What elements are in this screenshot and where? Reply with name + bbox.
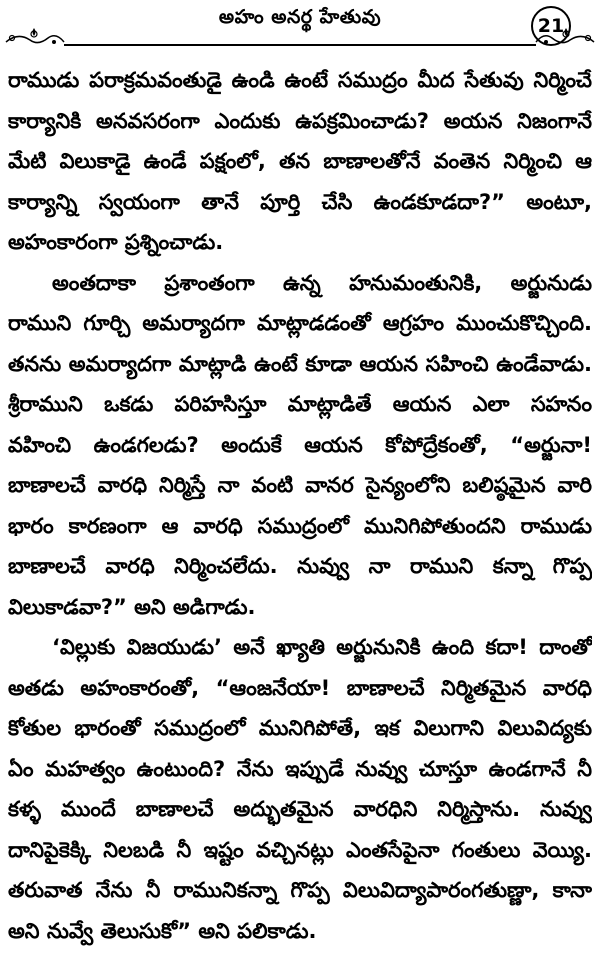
text-line: ఏం మహత్వం ఉంటుంది? నేను ఇప్పుడే నువ్వు చూస్తూ ఉండగానే నీ xyxy=(8,756,592,781)
text-line: ‘విల్లుకు విజయుడు’ అనే ఖ్యాతి అర్జునునికి ఉంది కదా! దాంతో xyxy=(52,635,592,659)
text-line: విలుకాడవా?” అని అడిగాడు. xyxy=(8,594,256,619)
page-header xyxy=(0,0,600,56)
text-line: తరువాత నేను నీ రామునికన్నా గొప్ప విలువిద్యాపారంగతుణ్ణా, కానా xyxy=(8,878,592,902)
paragraph xyxy=(8,60,592,263)
text-line: అతడు అహంకారంతో, “ఆంజనేయా! బాణాలచే నిర్మితమైన వారధి xyxy=(8,675,592,700)
text-line: అహంకారంగా ప్రశ్నించాడు. xyxy=(8,230,224,254)
paragraph xyxy=(8,263,592,628)
text-line: వహించి ఉండగలడు? అందుకే ఆయన కోపోద్రేకంతో, “అర్జునా! xyxy=(8,432,592,457)
text-line: బాణాలచే వారధి నిర్మిస్తే నా వంటి వానర సైన్యంలోని బలిష్ఠమైన వారి xyxy=(8,473,592,497)
text-line: శ్రీరాముని ఒకడు పరిహసిస్తూ మాట్లాడితే ఆయన ఎలా సహనం xyxy=(8,392,592,416)
page-number: 21 xyxy=(531,6,571,46)
text-line: రాముని గూర్చి అమర్యాదగా మాట్లాడడంతో ఆగ్రహం ముంచుకొచ్చింది. xyxy=(8,311,592,335)
text-line: కార్యాన్ని స్వయంగా తానే పూర్తి చేసి ఉండకూడదా?” అంటూ, xyxy=(8,189,592,214)
text-line: కార్యానికి అనవసరంగా ఎందుకు ఉపక్రమించాడు? అయన నిజంగానే xyxy=(8,108,592,133)
paragraph xyxy=(8,627,592,951)
text-line: అని నువ్వే తెలుసుకో” అని పలికాడు. xyxy=(8,918,317,943)
body-text xyxy=(8,60,592,951)
text-line: కోతుల భారంతో సముద్రంలో మునిగిపోతే, ఇక విలుగాని విలువిద్యకు xyxy=(8,716,592,740)
text-line: మేటి విలుకాడై ఉండే పక్షంలో, తన బాణాలతోనే వంతెన నిర్మించి ఆ xyxy=(8,149,592,173)
text-line: కళ్ళ ముందే బాణాలచే అద్భుతమైన వారధిని నిర్మిస్తాను. నువ్వు xyxy=(8,797,592,821)
text-line: దానిపైకెక్కి నిలబడి నీ ఇష్టం వచ్చినట్లు ఎంతసేపైనా గంతులు వెయ్యి. xyxy=(8,837,592,862)
header-rule xyxy=(64,44,536,46)
floral-ornament-icon xyxy=(534,24,596,48)
text-line: అంతదాకా ప్రశాంతంగా ఉన్న హనుమంతునికి, అర్జునుడు xyxy=(52,270,592,295)
text-line: రాముడు పరాక్రమవంతుడై ఉండి ఉంటే సముద్రం మీద సేతువు నిర్మించే xyxy=(8,68,592,92)
text-line: తనను అమర్యాదగా మాట్లాడి ఉంటే కూడా ఆయన సహించి ఉండేవాడు. xyxy=(8,351,592,376)
text-line: భారం కారణంగా ఆ వారధి సముద్రంలో మునిగిపోతుందని రాముడు xyxy=(8,513,592,538)
running-title: అహం అనర్థ హేతువు xyxy=(218,6,382,28)
text-line: బాణాలచే వారధి నిర్మించలేదు. నువ్వు నా రాముని కన్నా గొప్ప xyxy=(8,554,592,578)
